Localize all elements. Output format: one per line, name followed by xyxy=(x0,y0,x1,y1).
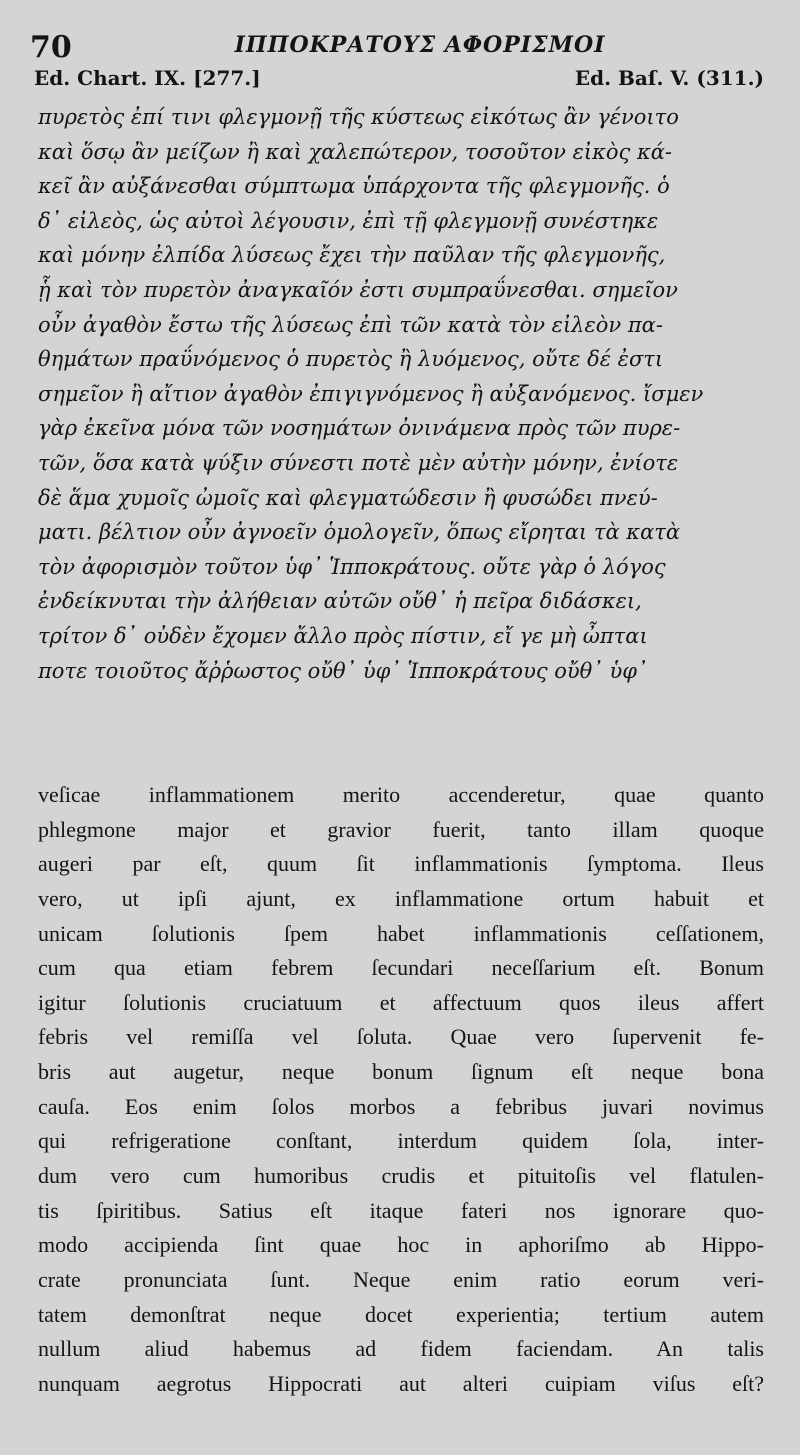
greek-text-line: δ᾽ εἰλεὸς, ὡς αὐτοὶ λέγουσιν, ἐπὶ τῇ φλεγμονῇ συνέστηκε xyxy=(38,208,659,233)
latin-text-line: crate pronunciata ſunt. Neque enim ratio eorum veri- xyxy=(38,1266,764,1292)
greek-text-line: τῶν, ὅσα κατὰ ψύξιν σύνεστι ποτὲ μὲν αὐτὴν μόνην, ἐνίοτε xyxy=(38,450,679,475)
latin-text-line: febris vel remiſſa vel ſoluta. Quae vero ſupervenit fe- xyxy=(38,1024,764,1050)
page-number: 70 xyxy=(30,30,72,65)
latin-text-line: modo accipienda ſint quae hoc in aphoriſmo ab Hippo- xyxy=(38,1232,764,1258)
latin-text-line: augeri par eſt, quum ſit inflammationis ſymptoma. Ileus xyxy=(38,851,764,877)
greek-text-line: ᾗ καὶ τὸν πυρετὸν ἀναγκαῖόν ἐστι συμπραΰνεσθαι. σημεῖον xyxy=(38,277,678,302)
latin-text-line: igitur ſolutionis cruciatuum et affectuum quos ileus affert xyxy=(38,989,764,1015)
latin-text-line: veſicae inflammationem merito accenderetur, quae quanto xyxy=(38,782,764,807)
edition-reference-chartier: Ed. Chart. IX. [277.] xyxy=(34,66,261,90)
greek-text-line: θημάτων πραΰνόμενος ὁ πυρετὸς ἢ λυόμενος, οὔτε δέ ἐστι xyxy=(38,347,664,372)
latin-text-line: phlegmone major et gravior fuerit, tanto illam quoque xyxy=(38,816,764,842)
latin-text-line: cum qua etiam febrem ſecundari neceſſarium eſt. Bonum xyxy=(38,955,764,981)
latin-text-line: unicam ſolutionis ſpem habet inflammationis ceſſationem, xyxy=(38,920,764,946)
page-header xyxy=(30,30,770,64)
greek-text-line: πυρετὸς ἐπί τινι φλεγμονῇ τῆς κύστεως εἰκότως ἂν γένοιτο xyxy=(38,105,679,129)
greek-text-line: ἐνδείκνυται τὴν ἀλήθειαν αὐτῶν οὔθ᾽ ἡ πεῖρα διδάσκει, xyxy=(38,589,642,614)
greek-text-line: δὲ ἅμα χυμοῖς ὠμοῖς καὶ φλεγματώδεσιν ἢ φυσώδει πνεύ- xyxy=(38,485,658,510)
latin-text-line: nunquam aegrotus Hippocrati aut alteri cuipiam viſus eſt? xyxy=(38,1370,764,1396)
greek-text-line: καὶ μόνην ἐλπίδα λύσεως ἔχει τὴν παῦλαν τῆς φλεγμονῆς, xyxy=(38,243,666,268)
greek-text-line: κεῖ ἂν αὐξάνεσθαι σύμπτωμα ὑπάρχοντα τῆς φλεγμονῆς. ὁ xyxy=(38,174,670,199)
greek-text-line: ματι. βέλτιον οὖν ἀγνοεῖν ὁμολογεῖν, ὅπως εἴρηται τὰ κατὰ xyxy=(38,520,681,545)
greek-text-line: ποτε τοιοῦτος ἄῤῥωστος οὔθ᾽ ὑφ᾽ Ἱπποκράτους οὔθ᾽ ὑφ᾽ xyxy=(38,658,648,683)
latin-text-block xyxy=(38,778,764,1402)
latin-text-line: dum vero cum humoribus crudis et pituitoſis vel flatulen- xyxy=(38,1163,764,1189)
edition-reference-basel: Ed. Baſ. V. (311.) xyxy=(574,66,764,90)
latin-text-line: bris aut augetur, neque bonum ſignum eſt neque bona xyxy=(38,1059,764,1085)
greek-text-line: καὶ ὅσῳ ἂν μείζων ἢ καὶ χαλεπώτερον, τοσοῦτον εἰκὸς κά- xyxy=(38,139,672,164)
latin-text-line: nullum aliud habemus ad fidem faciendam. An talis xyxy=(38,1336,764,1362)
greek-text-line: τὸν ἀφορισμὸν τοῦτον ὑφ᾽ Ἱπποκράτους. οὔτε γὰρ ὁ λόγος xyxy=(38,554,666,579)
running-title: ΙΠΠΟΚΡΑΤΟΥΣ ΑΦΟΡΙΣΜΟΙ xyxy=(234,32,606,58)
latin-text-line: tatem demonſtrat neque docet experientia; tertium autem xyxy=(38,1301,764,1327)
edition-references xyxy=(34,66,764,96)
latin-text-line: vero, ut ipſi ajunt, ex inflammatione ortum habuit et xyxy=(38,885,764,911)
greek-text-block xyxy=(38,100,764,688)
greek-text-line: οὖν ἀγαθὸν ἔστω τῆς λύσεως ἐπὶ τῶν κατὰ τὸν εἰλεὸν πα- xyxy=(38,312,663,337)
greek-text-line: σημεῖον ἢ αἴτιον ἀγαθὸν ἐπιγιγνόμενος ἢ αὐξανόμενος. ἴσμεν xyxy=(38,381,704,406)
latin-text-line: cauſa. Eos enim ſolos morbos a febribus juvari novimus xyxy=(38,1093,764,1119)
greek-text-line: γὰρ ἐκεῖνα μόνα τῶν νοσημάτων ὀνινάμενα πρὸς τῶν πυρε- xyxy=(38,416,681,441)
latin-text-line: tis ſpiritibus. Satius eſt itaque fateri nos ignorare quo- xyxy=(38,1197,764,1223)
latin-text-line: qui refrigeratione conſtant, interdum quidem ſola, inter- xyxy=(38,1128,764,1154)
greek-text-line: τρίτον δ᾽ οὐδὲν ἔχομεν ἄλλο πρὸς πίστιν, εἴ γε μὴ ὦπται xyxy=(38,623,648,648)
